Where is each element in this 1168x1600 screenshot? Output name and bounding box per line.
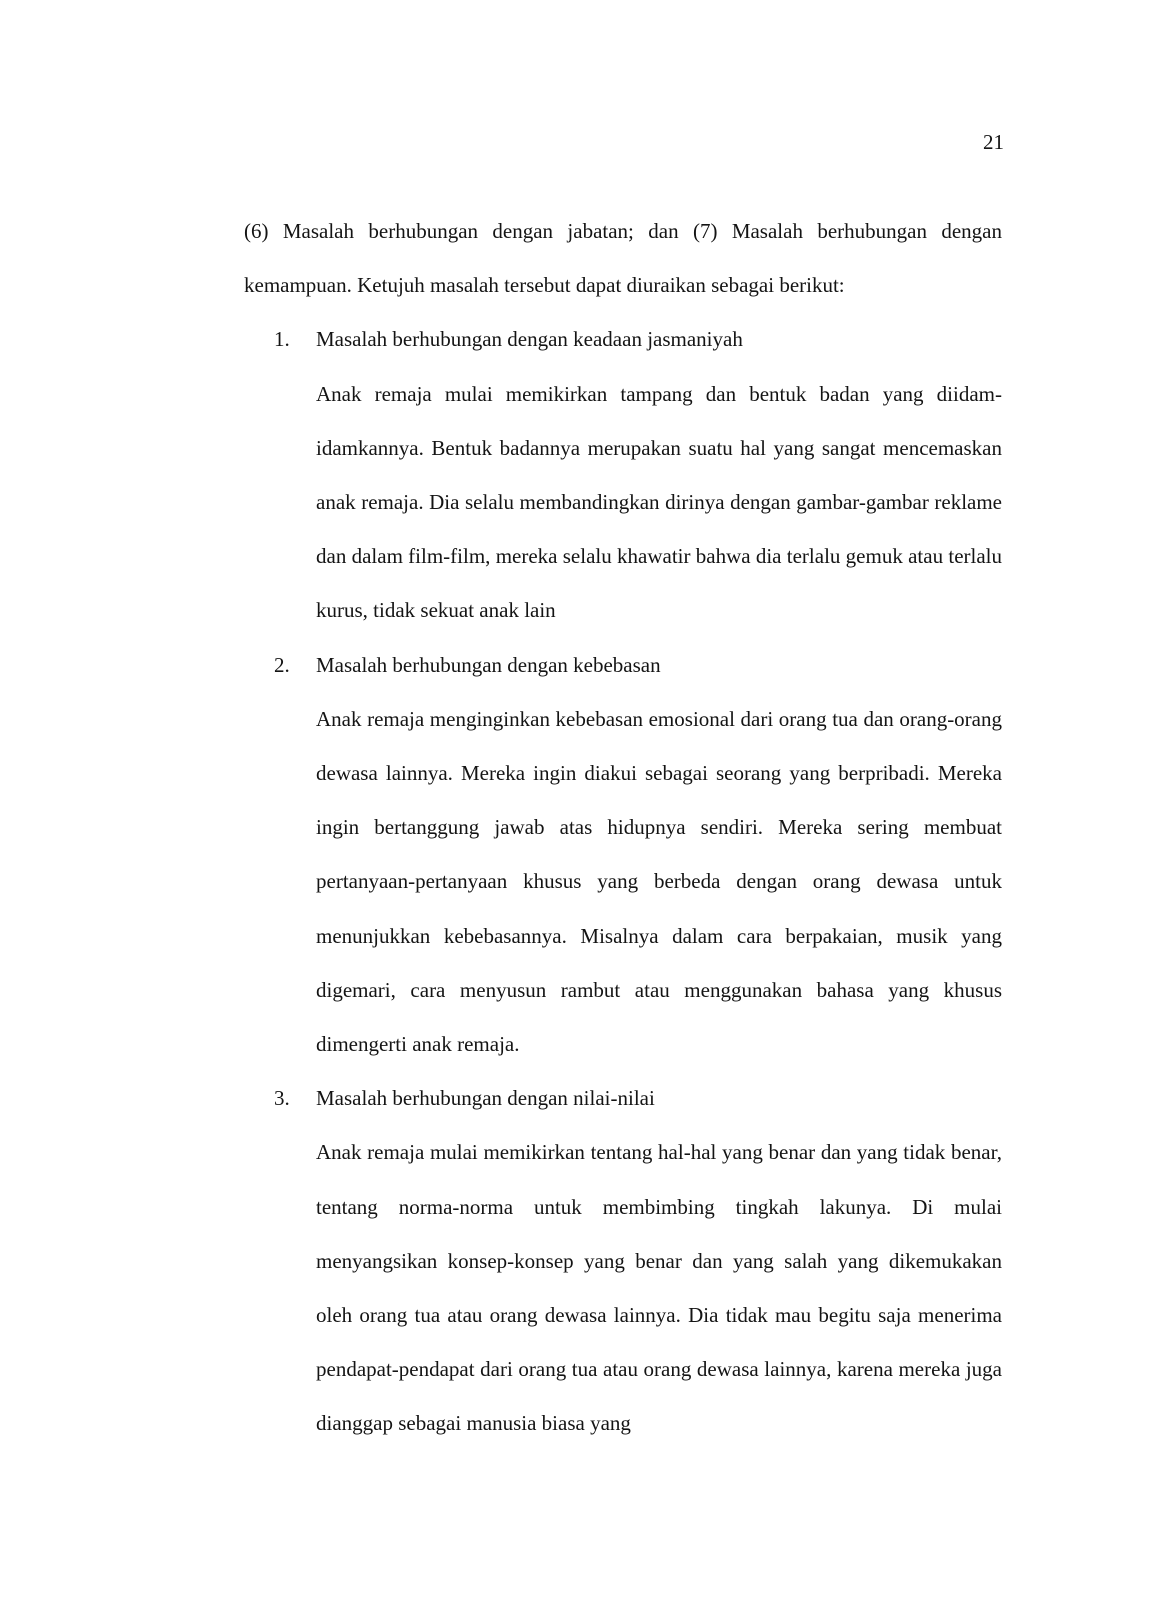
list-item-heading: Masalah berhubungan dengan kebebasan (316, 652, 661, 677)
list-item (244, 1071, 1002, 1450)
list-item-number: 1. (274, 327, 290, 352)
list-item-heading: Masalah berhubungan dengan keadaan jasmaniyah (316, 327, 743, 352)
intro-paragraph: (6) Masalah berhubungan dengan jabatan; dan (7) Masalah berhubungan dengan kemampuan. Ketujuh masalah tersebut dapat diuraikan sebagai berikut: (244, 219, 1002, 298)
body-text (244, 204, 1002, 1451)
list-item-number: 2. (274, 652, 290, 677)
list-item-number: 3. (274, 1086, 290, 1111)
list-item-body: Anak remaja mulai memikirkan tampang dan bentuk badan yang diidam-idamkannya. Bentuk badannya merupakan suatu hal yang sangat mencemaskan anak remaja. Dia selalu membandingkan dirinya dengan gambar-gambar reklame dan dalam film-film, mereka selalu khawatir bahwa dia terlalu gemuk atau terlalu kurus, tidak sekuat anak lain (316, 381, 1002, 623)
list-item (244, 312, 1002, 637)
list-item-body: Anak remaja mulai memikirkan tentang hal-hal yang benar dan yang tidak benar, tentang norma-norma untuk membimbing tingkah lakunya. Di mulai menyangsikan konsep-konsep yang benar dan yang salah yang dikemukakan oleh orang tua atau orang dewasa lainnya. Dia tidak mau begitu saja menerima pendapat-pendapat dari orang tua atau orang dewasa lainnya, karena mereka juga dianggap sebagai manusia biasa yang (316, 1140, 1002, 1436)
problem-list (244, 312, 1002, 1450)
list-item-body: Anak remaja menginginkan kebebasan emosional dari orang tua dan orang-orang dewasa lainnya. Mereka ingin diakui sebagai seorang yang berpribadi. Mereka ingin bertanggung jawab atas hidupnya sendiri. Mereka sering membuat pertanyaan-pertanyaan khusus yang berbeda dengan orang dewasa untuk menunjukkan kebebasannya. Misalnya dalam cara berpakaian, musik yang digemari, cara menyusun rambut atau menggunakan bahasa yang khusus dimengerti anak remaja. (316, 706, 1002, 1057)
page-number: 21 (983, 130, 1004, 154)
list-item-heading: Masalah berhubungan dengan nilai-nilai (316, 1086, 655, 1111)
list-item (244, 638, 1002, 1072)
